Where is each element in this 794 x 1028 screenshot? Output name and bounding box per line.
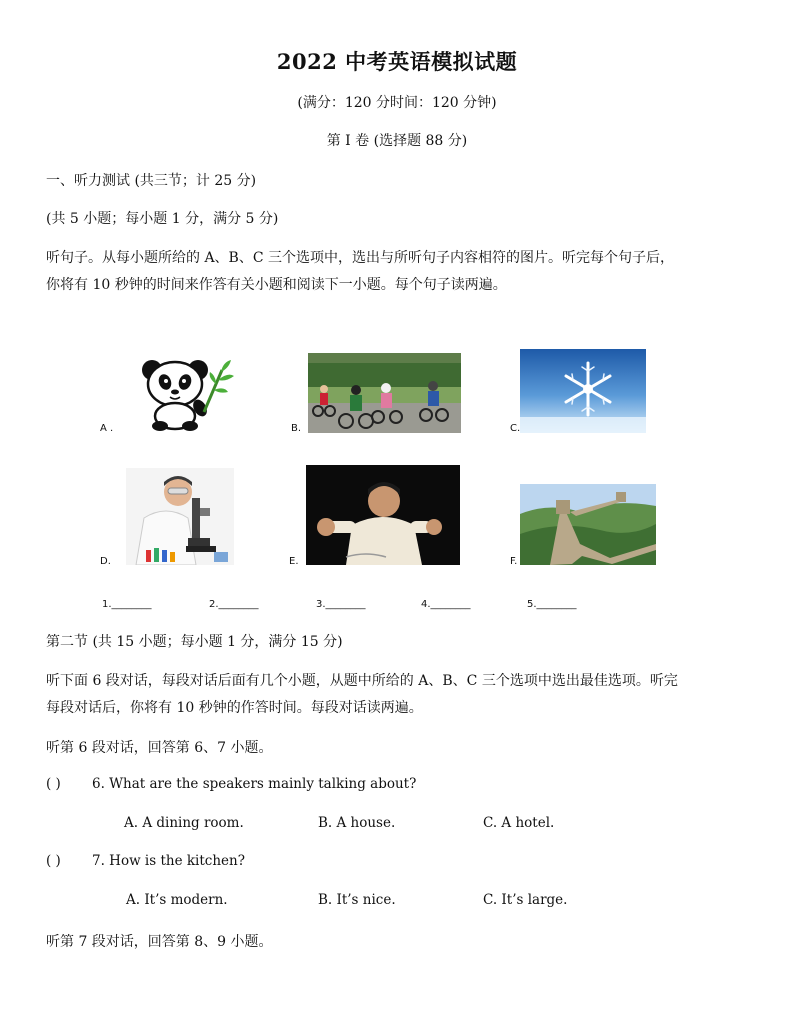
scientist-microscope-photo <box>126 468 234 565</box>
dialog6-intro: 听第 6 段对话，回答第 6、7 小题。 <box>46 740 273 756</box>
picture-label-d: D. <box>100 556 111 567</box>
question-6-option-a[interactable]: A. A dining room. <box>124 815 244 831</box>
question-7-option-b[interactable]: B. It’s nice. <box>318 892 396 908</box>
picture-label-a: A . <box>100 423 114 434</box>
section2-heading: 第二节 (共 15 小题；每小题 1 分，满分 15 分) <box>46 634 343 650</box>
great-wall-photo <box>520 484 656 565</box>
picture-label-e: E. <box>289 556 299 567</box>
picture-label-b: B. <box>291 423 302 434</box>
question-7-option-a[interactable]: A. It’s modern. <box>126 892 228 908</box>
picture-label-c: C. <box>510 423 521 434</box>
section2-instructions-line1: 听下面 6 段对话，每段对话后面有几个小题，从题中所给的 A、B、C 三个选项中选出最佳选项。听完 <box>46 673 678 689</box>
question-6-paren[interactable]: ( ) <box>46 776 61 792</box>
question-7-paren[interactable]: ( ) <box>46 853 61 869</box>
volume-heading: 第 I 卷 (选择题 88 分) <box>326 133 468 149</box>
section2-instructions-line2: 每段对话后，你将有 10 秒钟的作答时间。每段对话读两遍。 <box>46 700 423 716</box>
kungfu-actor-photo <box>306 465 460 565</box>
picture-label-f: F. <box>510 556 518 567</box>
dialog7-intro: 听第 7 段对话，回答第 8、9 小题。 <box>46 934 273 950</box>
panda-icon <box>140 350 246 432</box>
answer-blank-3[interactable]: 3.________ <box>316 599 366 610</box>
answer-blank-5[interactable]: 5.________ <box>527 599 577 610</box>
question-6-option-b[interactable]: B. A house. <box>318 815 396 831</box>
question-7-text: 7. How is the kitchen? <box>92 853 245 869</box>
section1-heading: 一、听力测试 (共三节；计 25 分) <box>46 173 257 189</box>
snowflake-photo <box>520 349 646 433</box>
section1-instructions-line1: 听句子。从每小题所给的 A、B、C 三个选项中，选出与所听句子内容相符的图片。听完每个句子后， <box>46 250 675 266</box>
section1-part-info: (共 5 小题；每小题 1 分，满分 5 分) <box>46 211 279 227</box>
question-6-text: 6. What are the speakers mainly talking about? <box>92 776 417 792</box>
answer-blank-4[interactable]: 4.________ <box>421 599 471 610</box>
question-7-option-c[interactable]: C. It’s large. <box>483 892 568 908</box>
question-6-option-c[interactable]: C. A hotel. <box>483 815 555 831</box>
answer-blank-2[interactable]: 2.________ <box>209 599 259 610</box>
exam-title: 2022 中考英语模拟试题 <box>276 49 518 74</box>
answer-blank-1[interactable]: 1.________ <box>102 599 152 610</box>
score-info: (满分：120 分时间：120 分钟) <box>297 95 497 111</box>
children-cycling-photo <box>308 353 461 433</box>
section1-instructions-line2: 你将有 10 秒钟的时间来作答有关小题和阅读下一小题。每个句子读两遍。 <box>46 277 507 293</box>
